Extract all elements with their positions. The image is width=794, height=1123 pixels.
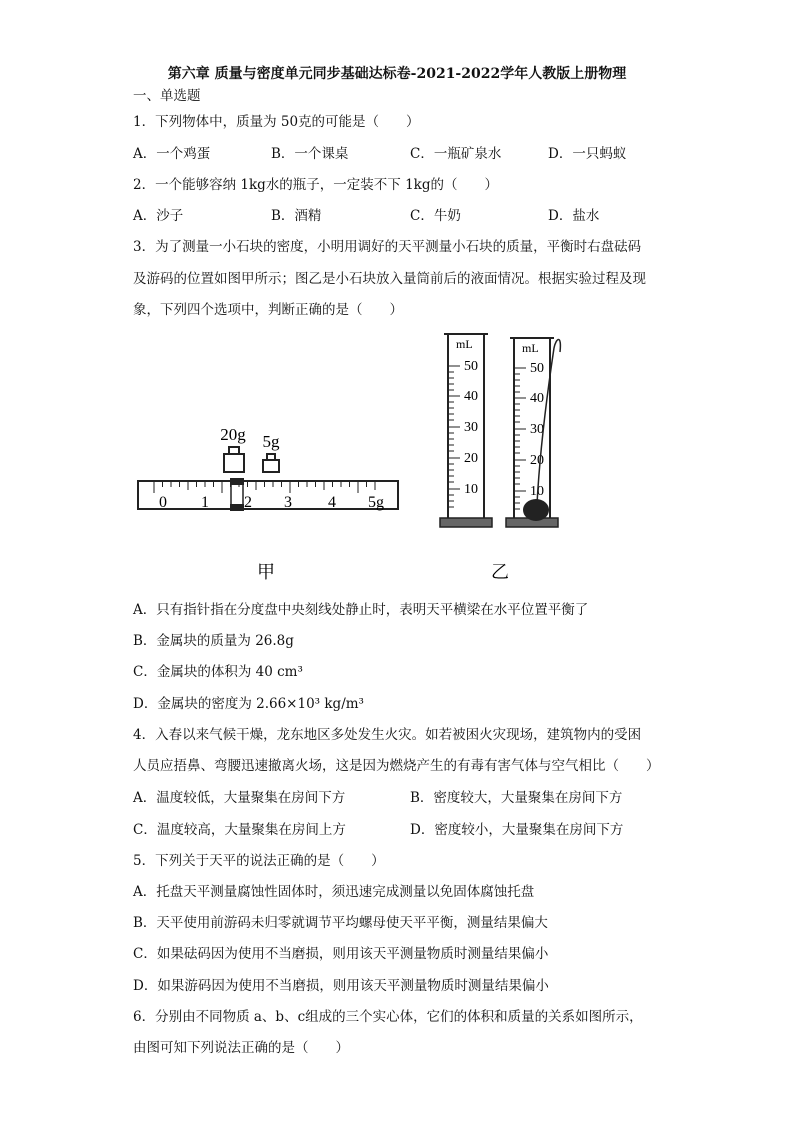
q5-option-b: B．天平使用前游码未归零就调节平均螺母使天平平衡，测量结果偏大 (133, 915, 548, 931)
q2-stem: 2．一个能够容纳 1kg水的瓶子，一定装不下 1kg的（ ） (133, 177, 498, 193)
rider-bottom (230, 504, 244, 511)
q5-option-a: A．托盘天平测量腐蚀性固体时，须迅速完成测量以免固体腐蚀托盘 (133, 884, 535, 900)
scale-tick-4: 4 (328, 494, 336, 511)
rider-top (230, 478, 244, 485)
q2-option-d: D．盐水 (548, 208, 600, 224)
q5-option-c: C．如果砝码因为使用不当磨损，则用该天平测量物质时测量结果偏小 (133, 946, 549, 962)
q4-stem-line-2: 人员应捂鼻、弯腰迅速撤离火场，这是因为燃烧产生的有毒有害气体与空气相比（ ） (133, 758, 660, 774)
q6-stem-line-1: 6．分别由不同物质 a、b、c组成的三个实心体，它们的体积和质量的关系如图所示， (133, 1009, 643, 1025)
scale-tick-2: 2 (244, 494, 252, 511)
q2-option-a: A．沙子 (133, 208, 184, 224)
cylinder-after-tick-20: 20 (530, 453, 544, 468)
q3-option-a: A．只有指针指在分度盘中央刻线处静止时，表明天平横梁在水平位置平衡了 (133, 602, 589, 618)
q1-option-a: A．一个鸡蛋 (133, 146, 211, 162)
q1-option-b: B．一个课桌 (271, 146, 349, 162)
weight-5g (263, 432, 281, 472)
cylinder-before-tick-40: 40 (464, 389, 478, 404)
scale-tick-1: 1 (201, 494, 209, 511)
q1-stem: 1．下列物体中，质量为 50克的可能是（ ） (133, 114, 420, 130)
cylinder-after-tick-30: 30 (530, 422, 544, 437)
page-title: 第六章 质量与密度单元同步基础达标卷-2021-2022学年人教版上册物理 (167, 66, 627, 82)
cylinder-after-tick-40: 40 (530, 391, 544, 406)
q4-option-c: C．温度较高，大量聚集在房间上方 (133, 822, 346, 838)
q4-option-a: A．温度较低，大量聚集在房间下方 (133, 790, 346, 806)
cylinder-before-unit: mL (456, 337, 473, 351)
q3-stem-line-3: 象，下列四个选项中，判断正确的是（ ） (133, 302, 403, 318)
figure-caption-jia: 甲 (257, 562, 275, 582)
scale-tick-5g: 5g (368, 494, 384, 511)
cylinder-figure (430, 328, 590, 583)
stone (523, 499, 549, 521)
q5-stem: 5．下列关于天平的说法正确的是（ ） (133, 853, 385, 869)
cylinder-after (506, 338, 560, 527)
q2-option-c: C．牛奶 (410, 208, 461, 224)
scale-tick-3: 3 (284, 494, 292, 511)
q1-option-c: C．一瓶矿泉水 (410, 146, 502, 162)
q4-stem-line-1: 4．入春以来气候干燥，龙东地区多处发生火灾。如若被困火灾现场，建筑物内的受困 (133, 727, 642, 743)
q4-option-d: D．密度较小，大量聚集在房间下方 (410, 822, 624, 838)
cylinder-before-tick-50: 50 (464, 359, 478, 374)
q2-option-b: B．酒精 (271, 208, 322, 224)
q1-option-d: D．一只蚂蚁 (548, 146, 627, 162)
q6-stem-line-2: 由图可知下列说法正确的是（ ） (133, 1040, 349, 1056)
q3-option-b: B．金属块的质量为 26.8g (133, 633, 294, 649)
cylinder-after-tick-50: 50 (530, 361, 544, 376)
q3-stem-line-2: 及游码的位置如图甲所示；图乙是小石块放入量筒前后的液面情况。根据实验过程及现 (133, 271, 646, 287)
cylinder-before-tick-30: 30 (464, 420, 478, 435)
section-heading: 一、单选题 (133, 88, 201, 104)
q3-option-d: D．金属块的密度为 2.66×10³ kg/m³ (133, 696, 364, 712)
cylinder-after-tick-10: 10 (530, 484, 544, 499)
scale-bar (138, 481, 398, 509)
figure-caption-yi: 乙 (491, 562, 509, 582)
cylinder-after-unit: mL (522, 341, 539, 355)
q4-option-b: B．密度较大，大量聚集在房间下方 (410, 790, 623, 806)
weight-20g-label: 20g (220, 425, 246, 444)
q3-option-c: C．金属块的体积为 40 cm³ (133, 664, 303, 680)
cylinder-before (440, 334, 492, 527)
balance-figure (130, 420, 410, 590)
q3-stem-line-1: 3．为了测量一小石块的密度，小明用调好的天平测量小石块的质量，平衡时右盘砝码 (133, 239, 642, 255)
scale-tick-0: 0 (159, 494, 167, 511)
q5-option-d: D．如果游码因为使用不当磨损，则用该天平测量物质时测量结果偏小 (133, 978, 549, 994)
weight-5g-label: 5g (262, 432, 280, 451)
weight-20g (220, 425, 246, 472)
cylinder-before-tick-20: 20 (464, 451, 478, 466)
cylinder-before-tick-10: 10 (464, 482, 478, 497)
